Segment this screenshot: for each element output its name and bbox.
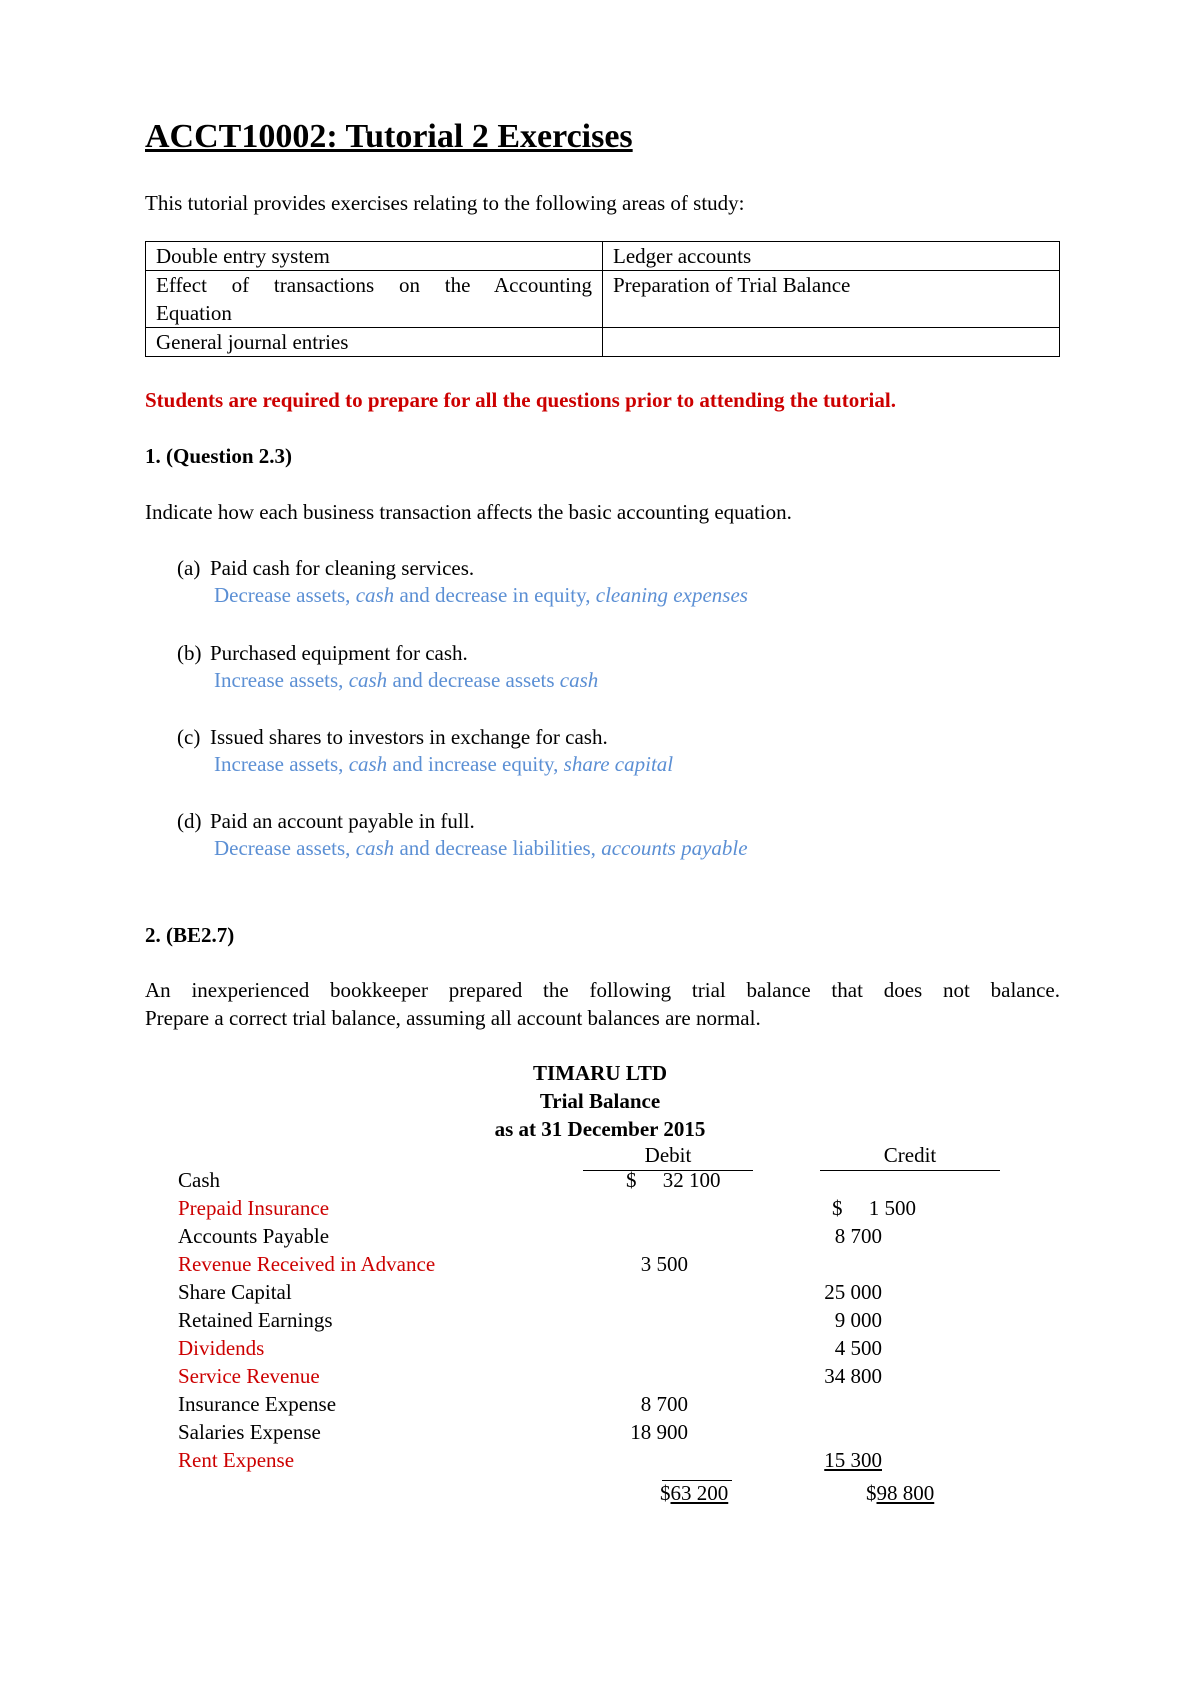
answer-part: share capital xyxy=(563,752,674,777)
topics-table xyxy=(145,241,1060,357)
answer-part: Decrease assets, xyxy=(214,836,356,861)
table-row xyxy=(178,1195,1028,1223)
credit-value: $ 1 500 xyxy=(832,1196,916,1220)
item-answer xyxy=(177,582,748,609)
page-title: ACCT10002: Tutorial 2 Exercises xyxy=(145,118,633,155)
table-row xyxy=(178,1419,1028,1447)
item-answer xyxy=(177,667,598,694)
topic-cell: Ledger accounts xyxy=(603,242,1060,271)
credit-header: Credit xyxy=(883,1143,937,1167)
topic-cell: Preparation of Trial Balance xyxy=(603,271,1060,328)
table-row xyxy=(178,1307,1028,1335)
total-debit-value: 63 200 xyxy=(670,1481,729,1505)
question-2-prompt xyxy=(145,976,1060,1032)
answer-part: and increase equity, xyxy=(387,752,564,777)
table-row xyxy=(146,328,1060,357)
topic-cell xyxy=(146,271,603,328)
question-2-heading: 2. (BE2.7) xyxy=(145,923,235,947)
answer-part: cash xyxy=(355,583,395,608)
answer-part: cash xyxy=(559,668,599,693)
question-1-heading: 1. (Question 2.3) xyxy=(145,444,292,468)
item-answer xyxy=(177,835,748,862)
account-name: Accounts Payable xyxy=(178,1224,330,1248)
item-text: Paid an account payable in full. xyxy=(210,809,475,833)
prompt-line: Prepare a correct trial balance, assuming all account balances are normal. xyxy=(145,1006,761,1030)
answer-part: and decrease in equity, xyxy=(394,583,596,608)
topic-cell: Double entry system xyxy=(146,242,603,271)
table-row xyxy=(146,271,1060,328)
debit-value: 18 900 xyxy=(630,1420,688,1444)
item-answer xyxy=(177,751,673,778)
notice-text: Students are required to prepare for all the questions prior to attending the tutorial. xyxy=(145,388,896,412)
account-name: Revenue Received in Advance xyxy=(178,1252,436,1276)
item-text: Paid cash for cleaning services. xyxy=(210,556,475,580)
table-row xyxy=(146,242,1060,271)
table-row xyxy=(178,1363,1028,1391)
item-label: (c) xyxy=(177,725,201,749)
answer-part: cash xyxy=(348,752,388,777)
table-row xyxy=(178,1391,1028,1419)
item-text: Issued shares to investors in exchange for cash. xyxy=(210,725,608,749)
question-1-prompt: Indicate how each business transaction affects the basic accounting equation. xyxy=(145,500,792,524)
debit-value: 3 500 xyxy=(640,1252,688,1276)
statement-date: as at 31 December 2015 xyxy=(494,1117,706,1141)
account-name: Salaries Expense xyxy=(178,1420,321,1444)
answer-part: Increase assets, xyxy=(214,752,349,777)
answer-part: cash xyxy=(355,836,395,861)
table-row xyxy=(178,1335,1028,1363)
topic-cell-line: Effect of transactions on the Accounting xyxy=(156,273,592,297)
table-row xyxy=(178,1279,1028,1307)
credit-value: 15 300 xyxy=(824,1448,882,1472)
debit-value: $ 32 100 xyxy=(626,1168,721,1192)
credit-value: 4 500 xyxy=(834,1336,882,1360)
account-name: Share Capital xyxy=(178,1280,292,1304)
account-name: Service Revenue xyxy=(178,1364,320,1388)
credit-value: 9 000 xyxy=(834,1308,882,1332)
account-name: Retained Earnings xyxy=(178,1308,333,1332)
answer-part: Increase assets, xyxy=(214,668,349,693)
table-row xyxy=(178,1447,1028,1475)
account-name: Cash xyxy=(178,1168,220,1192)
account-name: Rent Expense xyxy=(178,1448,295,1472)
credit-value: 34 800 xyxy=(824,1364,882,1388)
topic-cell-line: Equation xyxy=(156,301,232,325)
topic-cell: General journal entries xyxy=(146,328,603,357)
list-item xyxy=(177,724,673,779)
table-row xyxy=(178,1251,1028,1279)
debit-value: 8 700 xyxy=(640,1392,688,1416)
item-text: Purchased equipment for cash. xyxy=(210,641,468,665)
company-name: TIMARU LTD xyxy=(533,1061,667,1085)
prompt-line: An inexperienced bookkeeper prepared the following trial balance that does not balance. xyxy=(145,978,1060,1002)
table-row xyxy=(178,1223,1028,1251)
account-name: Insurance Expense xyxy=(178,1392,337,1416)
credit-value: 8 700 xyxy=(834,1224,882,1248)
total-credit-value: 98 800 xyxy=(876,1481,935,1505)
credit-value: 25 000 xyxy=(824,1280,882,1304)
answer-part: and decrease assets xyxy=(387,668,560,693)
total-debit: $63 200 xyxy=(660,1481,729,1505)
total-credit: $98 800 xyxy=(866,1481,935,1505)
answer-part: and decrease liabilities, xyxy=(394,836,602,861)
item-label: (a) xyxy=(177,556,201,580)
answer-part: Decrease assets, xyxy=(214,583,356,608)
intro-text: This tutorial provides exercises relating to the following areas of study: xyxy=(145,191,745,215)
answer-part: accounts payable xyxy=(601,836,748,861)
item-label: (b) xyxy=(177,641,202,665)
account-name: Prepaid Insurance xyxy=(178,1196,330,1220)
trial-balance-rows xyxy=(178,1167,1028,1475)
table-row xyxy=(178,1167,1028,1195)
list-item xyxy=(177,555,748,610)
answer-part: cleaning expenses xyxy=(595,583,748,608)
list-item xyxy=(177,808,748,863)
list-item xyxy=(177,640,598,695)
topic-cell xyxy=(603,328,1060,357)
statement-name: Trial Balance xyxy=(539,1089,661,1113)
item-label: (d) xyxy=(177,809,202,833)
account-name: Dividends xyxy=(178,1336,265,1360)
debit-header: Debit xyxy=(644,1143,692,1167)
answer-part: cash xyxy=(348,668,388,693)
